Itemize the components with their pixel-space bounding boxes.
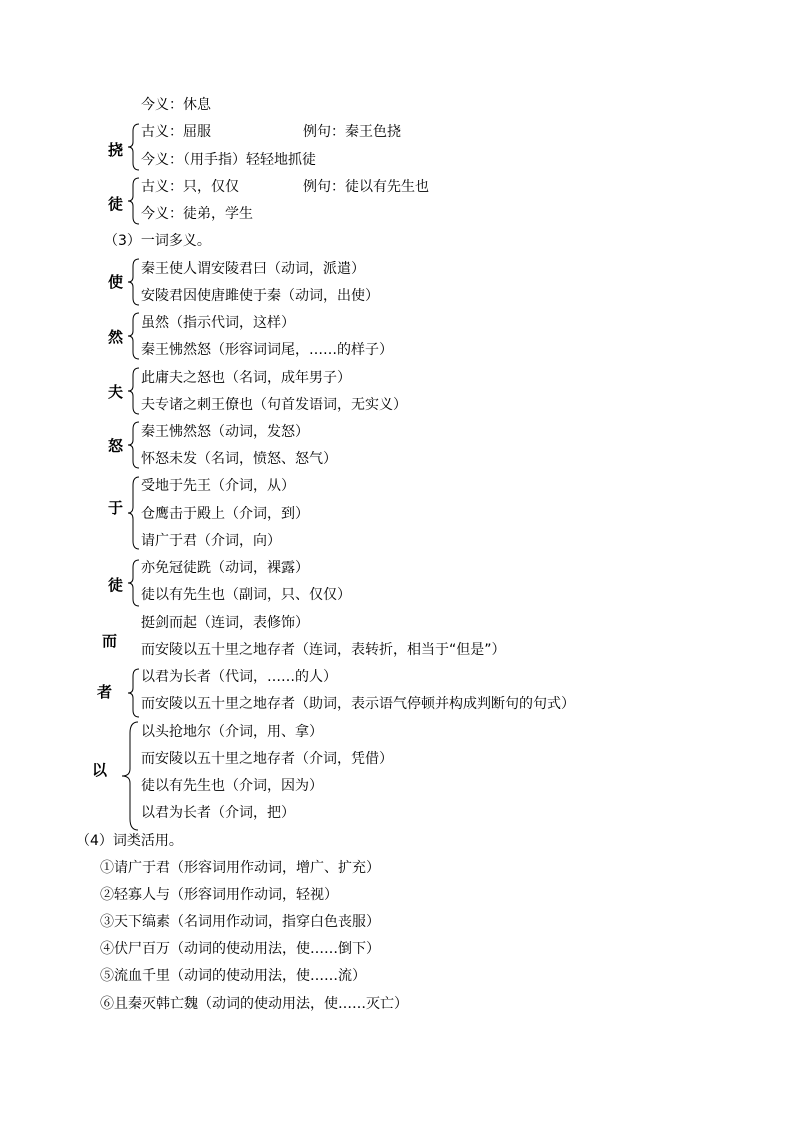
huoyong-item-4: ④伏尸百万（动词的使动用法，使……倒下） — [100, 941, 380, 957]
tu-example: 例句：徒以有先生也 — [303, 179, 429, 195]
huoyong-item-6: ⑥且秦灭韩亡魏（动词的使动用法，使……灭亡） — [100, 996, 408, 1012]
brace-fu — [127, 367, 141, 415]
brace-nao — [127, 123, 141, 171]
yi-item-1: 以头抢地尔（介词，用、拿） — [141, 724, 323, 740]
tu2-item-2: 徒以有先生也（副词，只、仅仅） — [141, 587, 351, 603]
jin-yi-xiuxi: 今义：休息 — [141, 97, 211, 113]
zhe-item-2: 而安陵以五十里之地存者（助词，表示语气停顿并构成判断句的句式） — [141, 696, 575, 712]
yu-item-2: 仓鹰击于殿上（介词，到） — [141, 506, 309, 522]
head-char-nu: 怒 — [108, 437, 124, 455]
fu-item-2: 夫专诸之刺王僚也（句首发语词，无实义） — [141, 397, 407, 413]
yi-item-4: 以君为长者（介词，把） — [141, 805, 295, 821]
huoyong-item-3: ③天下缟素（名词用作动词，指穿白色丧服） — [100, 914, 380, 930]
tu2-item-1: 亦免冠徒跣（动词，裸露） — [141, 560, 309, 576]
tu-jin-yi: 今义：徒弟，学生 — [141, 206, 253, 222]
head-char-er: 而 — [102, 632, 118, 650]
yu-item-3: 请广于君（介词，向） — [141, 533, 281, 549]
head-char-zhe: 者 — [97, 683, 113, 701]
ran-item-1: 虽然（指示代词，这样） — [141, 315, 295, 331]
head-char-ran: 然 — [108, 328, 124, 346]
head-char-fu: 夫 — [108, 383, 124, 401]
head-char-nao: 挠 — [108, 141, 124, 159]
ran-item-2: 秦王怫然怒（形容词词尾，……的样子） — [141, 342, 393, 358]
head-char-tu-1: 徒 — [108, 195, 124, 213]
brace-ran — [127, 312, 141, 360]
fu-item-1: 此庸夫之怒也（名词，成年男子） — [141, 370, 351, 386]
tu-gu-yi: 古义：只，仅仅 — [141, 179, 239, 195]
yi-item-3: 徒以有先生也（介词，因为） — [141, 778, 323, 794]
nu-item-2: 怀怒未发（名词，愤怒、怒气） — [141, 451, 337, 467]
er-item-2: 而安陵以五十里之地存者（连词，表转折，相当于“但是”） — [141, 642, 506, 658]
huoyong-item-5: ⑤流血千里（动词的使动用法，使……流） — [100, 968, 366, 984]
head-char-yu: 于 — [108, 499, 124, 517]
huoyong-item-1: ①请广于君（形容词用作动词，增广、扩充） — [100, 860, 380, 876]
nao-example: 例句：秦王色挠 — [303, 124, 401, 140]
brace-tu-1 — [127, 177, 141, 225]
head-char-tu-2: 徒 — [108, 576, 124, 594]
nao-gu-yi: 古义：屈服 — [141, 124, 211, 140]
yu-item-1: 受地于先王（介词，从） — [141, 478, 295, 494]
brace-tu-2 — [127, 559, 141, 607]
section-4-title: （4）词类活用。 — [76, 833, 183, 849]
head-char-yi: 以 — [92, 761, 108, 779]
head-char-shi: 使 — [108, 273, 124, 291]
brace-zhe — [127, 668, 141, 718]
nu-item-1: 秦王怫然怒（动词，发怒） — [141, 424, 309, 440]
brace-yu — [127, 476, 141, 550]
er-item-1: 挺剑而起（连词，表修饰） — [141, 615, 309, 631]
yi-item-2: 而安陵以五十里之地存者（介词，凭借） — [141, 751, 393, 767]
shi-item-1: 秦王使人谓安陵君曰（动词，派遣） — [141, 261, 365, 277]
section-3-title: （3）一词多义。 — [104, 233, 211, 249]
brace-nu — [127, 421, 141, 469]
zhe-item-1: 以君为长者（代词，……的人） — [141, 669, 337, 685]
brace-shi — [127, 258, 141, 306]
huoyong-item-2: ②轻寡人与（形容词用作动词，轻视） — [100, 887, 338, 903]
brace-yi — [120, 721, 140, 831]
shi-item-2: 安陵君因使唐雎使于秦（动词，出使） — [141, 288, 379, 304]
nao-jin-yi: 今义：（用手指）轻轻地抓徒 — [141, 152, 316, 168]
